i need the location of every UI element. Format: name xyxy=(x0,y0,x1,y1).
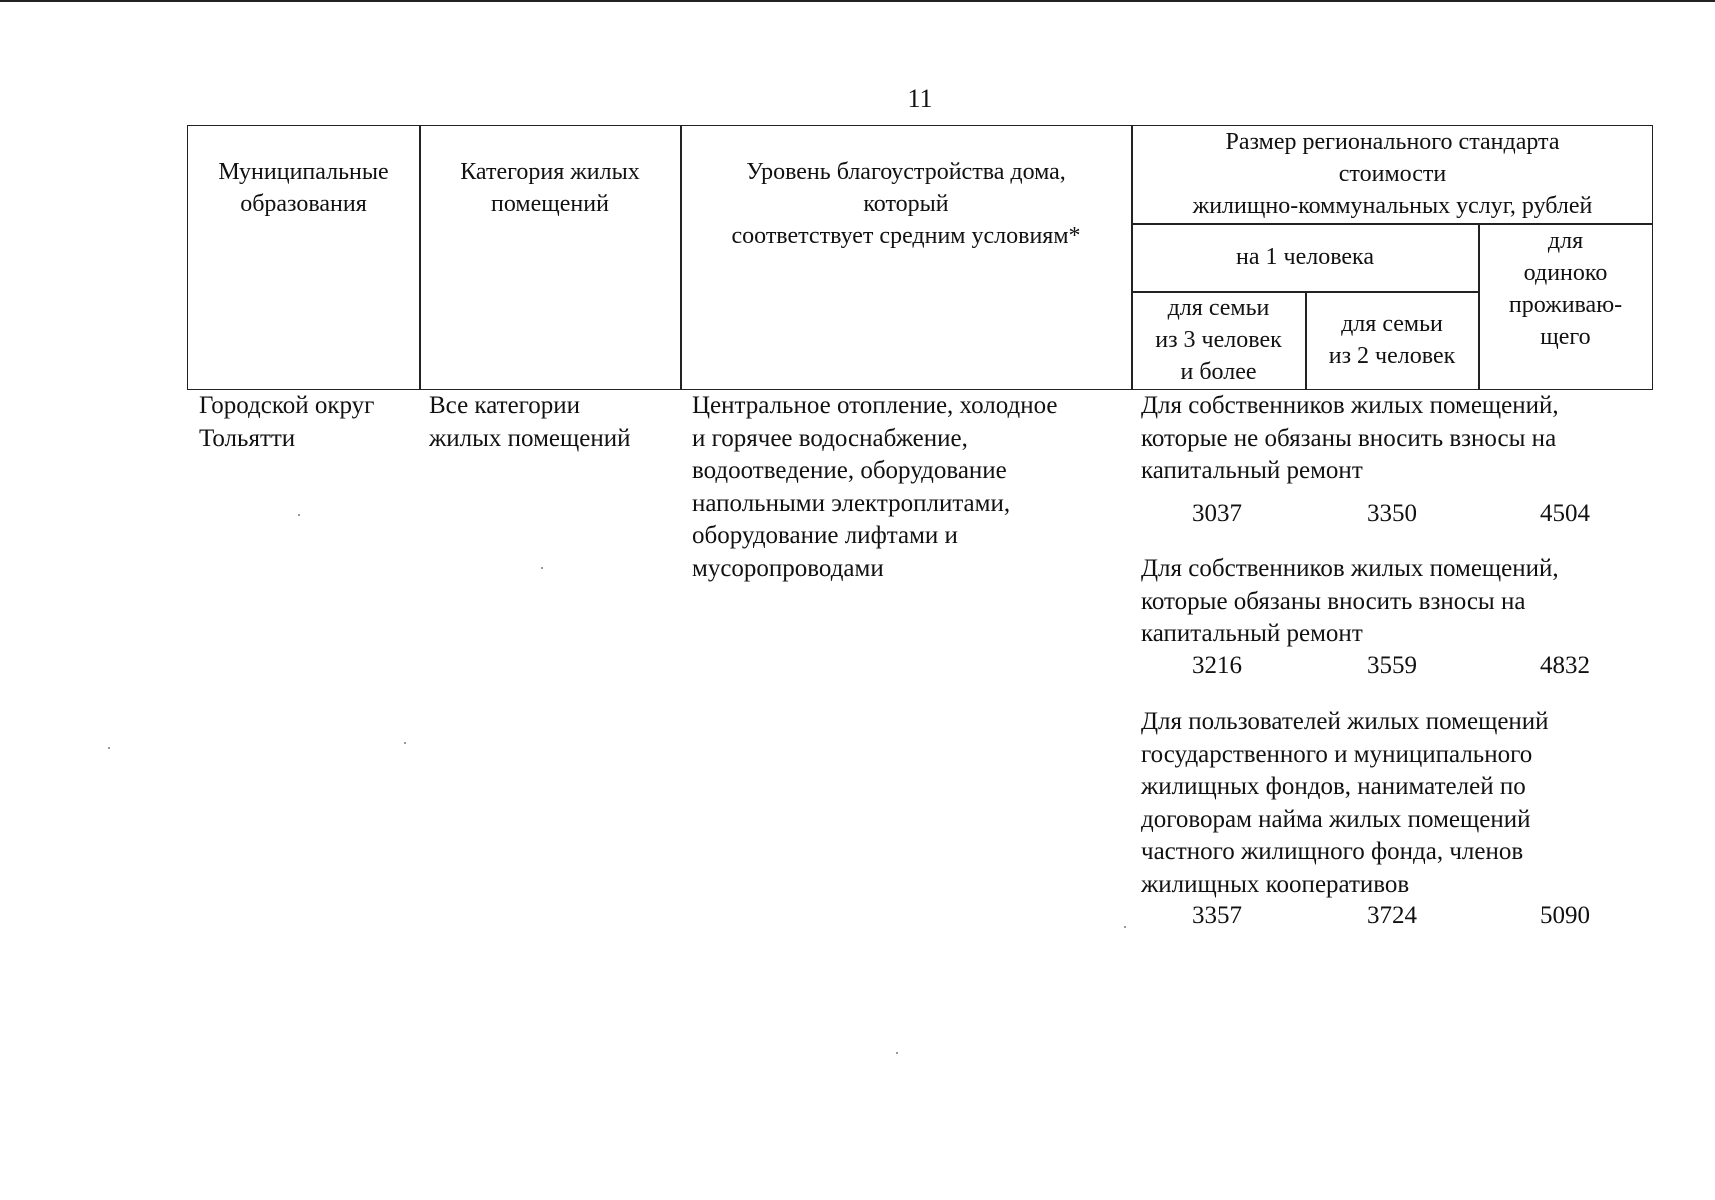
group-3-label: Для пользователей жилых помещений государственного и муниципального жилищных фондов, нанимателей по договорам найма жилых помещений частного жилищного фонда, членов жилищных кооперативов xyxy=(1141,708,1549,898)
header-family-3: для семьи из 3 человек и более xyxy=(1155,295,1282,385)
header-per-person: на 1 человека xyxy=(1236,244,1374,270)
page-number: 11 xyxy=(907,84,933,113)
group-2-value-family3: 3216 xyxy=(1192,652,1242,679)
group-1-value-family3: 3037 xyxy=(1192,500,1242,527)
group-1-label: Для собственников жилых помещений, которые не обязаны вносить взносы на капитальный ремонт xyxy=(1141,392,1559,484)
group-3-value-family2: 3724 xyxy=(1367,902,1417,929)
scan-speck xyxy=(1124,926,1126,928)
group-3-value-single: 5090 xyxy=(1540,902,1590,929)
header-table xyxy=(187,125,1653,390)
scan-top-border xyxy=(0,0,1715,2)
group-2-label: Для собственников жилых помещений, которые обязаны вносить взносы на капитальный ремонт xyxy=(1141,555,1559,647)
group-1-value-single: 4504 xyxy=(1540,500,1590,527)
group-2-value-family2: 3559 xyxy=(1367,652,1417,679)
scan-speck xyxy=(541,567,543,569)
row-category: Все категории жилых помещений xyxy=(429,392,631,452)
group-1-value-family2: 3350 xyxy=(1367,500,1417,527)
group-2-value-single: 4832 xyxy=(1540,652,1590,679)
header-single: для одиноко проживаю- щего xyxy=(1508,228,1623,350)
scan-speck xyxy=(404,742,406,744)
row-amenities: Центральное отопление, холодное и горячее водоснабжение, водоотведение, оборудование напольными электроплитами, оборудование лифтами и мусоропроводами xyxy=(692,392,1058,582)
header-municipality: Муниципальные образования xyxy=(218,159,389,217)
row-municipality: Городской округ Тольятти xyxy=(199,392,375,452)
scan-speck xyxy=(108,747,110,749)
scan-speck xyxy=(896,1052,898,1054)
group-3-value-family3: 3357 xyxy=(1192,902,1242,929)
header-standard-size: Размер регионального стандарта стоимости жилищно-коммунальных услуг, рублей xyxy=(1192,129,1593,219)
header-category: Категория жилых помещений xyxy=(460,159,640,217)
header-amenities: Уровень благоустройства дома, который соответствует средним условиям* xyxy=(731,159,1081,249)
scan-speck xyxy=(298,514,300,516)
header-family-2: для семьи из 2 человек xyxy=(1328,311,1456,369)
